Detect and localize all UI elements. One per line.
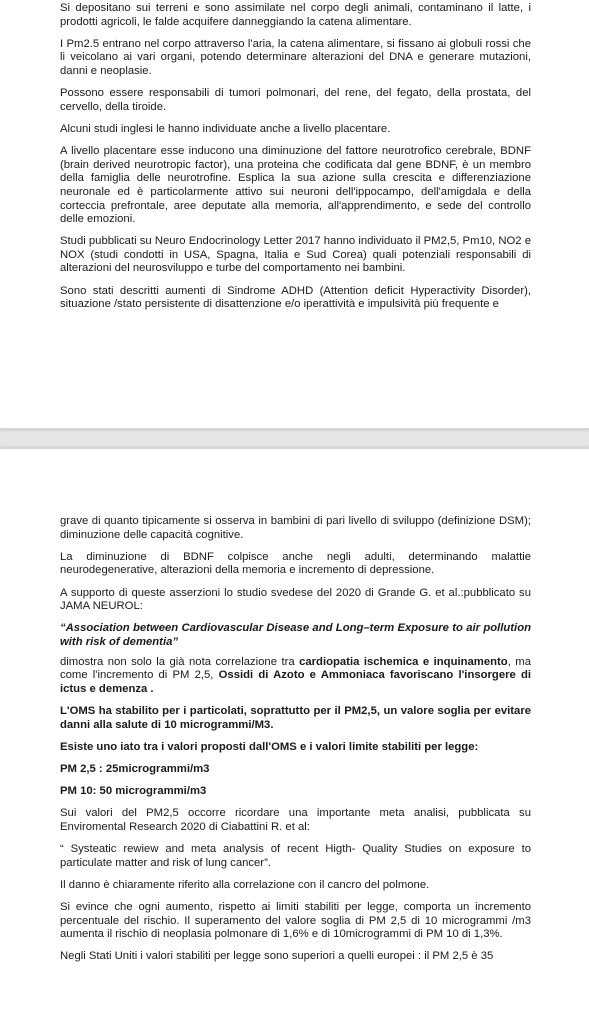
pm25-limit: PM 2,5 : 25microgrammi/m3: [60, 762, 210, 775]
legal-limits-statement: Esiste uno iato tra i valori proposti dall'OMS e i valori limite stabiliti per legge:: [60, 740, 479, 753]
paragraph: Si evince che ogni aumento, rispetto ai limiti stabiliti per legge, comporta un incremento percentuale del rischio. Il superamento del valore soglia di PM 2,5 di 10 microgrammi /m3 aumenta il rischio di neoplasia polmonare di 1,6% e di 10microgrammi di PM 10 di 1,3%.: [60, 901, 531, 941]
study-title-quote: “ Systeatic rewiew and meta analysis of recent Higth- Quality Studies on exposure to particulate matter and risk of lung cancer”.: [60, 843, 531, 869]
paragraph: Studi pubblicati su Neuro Endocrinology Letter 2017 hanno individuato il PM2,5, Pm10, NO2 e NOX (studi condotti in USA, Spagna, Italia e Sud Corea) quali potenziali responsabili di alterazioni del neurosviluppo e turbe del comportamento nei bambini.: [60, 235, 531, 275]
pm10-limit: PM 10: 50 microgrammi/m3: [60, 785, 207, 798]
paragraph: Sono stati descritti aumenti di Sindrome ADHD (Attention deficit Hyperactivity Disorder), situazione /stato persistente di disattenzione e/o iperattività e impulsività più frequente e: [60, 284, 531, 311]
paragraph: Possono essere responsabili di tumori polmonari, del rene, del fegato, della prostata, del cervello, della tiroide.: [60, 87, 531, 113]
paragraph: Sui valori del PM2,5 occorre ricordare una importante meta analisi, pubblicata su Enviromental Research 2020 di Ciabattini R. et al:: [60, 807, 531, 833]
paragraph: grave di quanto tipicamente si osserva in bambini di pari livello di sviluppo (definizione DSM); diminuzione delle capacità cognitive.: [60, 515, 531, 541]
text-run: , ma come l'incremento di PM 2,5,: [60, 655, 531, 682]
paragraph: Alcuni studi inglesi le hanno individuate anche a livello placentare.: [60, 122, 391, 135]
page-1-text-body: [60, 2, 531, 320]
paragraph: Si depositano sui terreni e sono assimilate nel corpo degli animali, contaminano il latte, i prodotti agricoli, le falde acquifere danneggiando la catena alimentare.: [60, 2, 531, 28]
oms-threshold-statement: L'OMS ha stabilito per i particolati, soprattutto per il PM2,5, un valore soglia per evitare danni alla salute di 10 microgrammi/M3.: [60, 704, 531, 731]
text-run: .: [147, 682, 154, 695]
page-2-text-body: [60, 515, 531, 973]
document-page-1: [0, 0, 589, 429]
paragraph: A supporto di queste asserzioni lo studio svedese del 2020 di Grande G. et al.:pubblicato su JAMA NEUROL:: [60, 586, 531, 613]
paragraph: Il danno è chiaramente riferito alla correlazione con il cancro del polmone.: [60, 878, 430, 891]
paragraph: [60, 656, 531, 697]
study-title-quote: “Association between Cardiovascular Disease and Long–term Exposure to air pollution with risk of dementia”: [60, 622, 531, 648]
document-page-2: [0, 448, 589, 1024]
bold-text-run: Ossidi di Azoto e Ammoniaca favoriscano l'insorgere di ictus e demenza: [60, 669, 532, 695]
paragraph: Negli Stati Uniti i valori stabiliti per legge sono superiori a quelli europei : il PM 2,5 è 35: [60, 950, 494, 963]
text-run: dimostra non solo la già nota correlazione tra: [60, 655, 300, 668]
paragraph: A livello placentare esse inducono una diminuzione del fattore neurotrofico cerebrale, BDNF (brain derived neurotropic factor), una proteina che codificata dal gene BDNF, è un membro della famiglia delle neurotrofine. Esplica la sua azione sulla crescita e differenziazione neuronale ed è particolarmente attivo sui neuroni dell'ippocampo, dell'amigdala e della corteccia prefrontale, aree deputate alla memoria, all'apprendimento, e sede del controllo delle emozioni.: [60, 145, 531, 226]
paragraph: La diminuzione di BDNF colpisce anche negli adulti, determinando malattie neurodegenerative, alterazioni della memoria e incremento di depressione.: [60, 550, 531, 577]
paragraph: I Pm2.5 entrano nel corpo attraverso l'aria, la catena alimentare, si fissano ai globuli rossi che li veicolano ai vari organi, potendo determinare alterazioni del DNA e generare mutazioni, danni e neoplasie.: [60, 37, 531, 77]
bold-text-run: cardiopatia ischemica e inquinamento: [299, 655, 508, 668]
